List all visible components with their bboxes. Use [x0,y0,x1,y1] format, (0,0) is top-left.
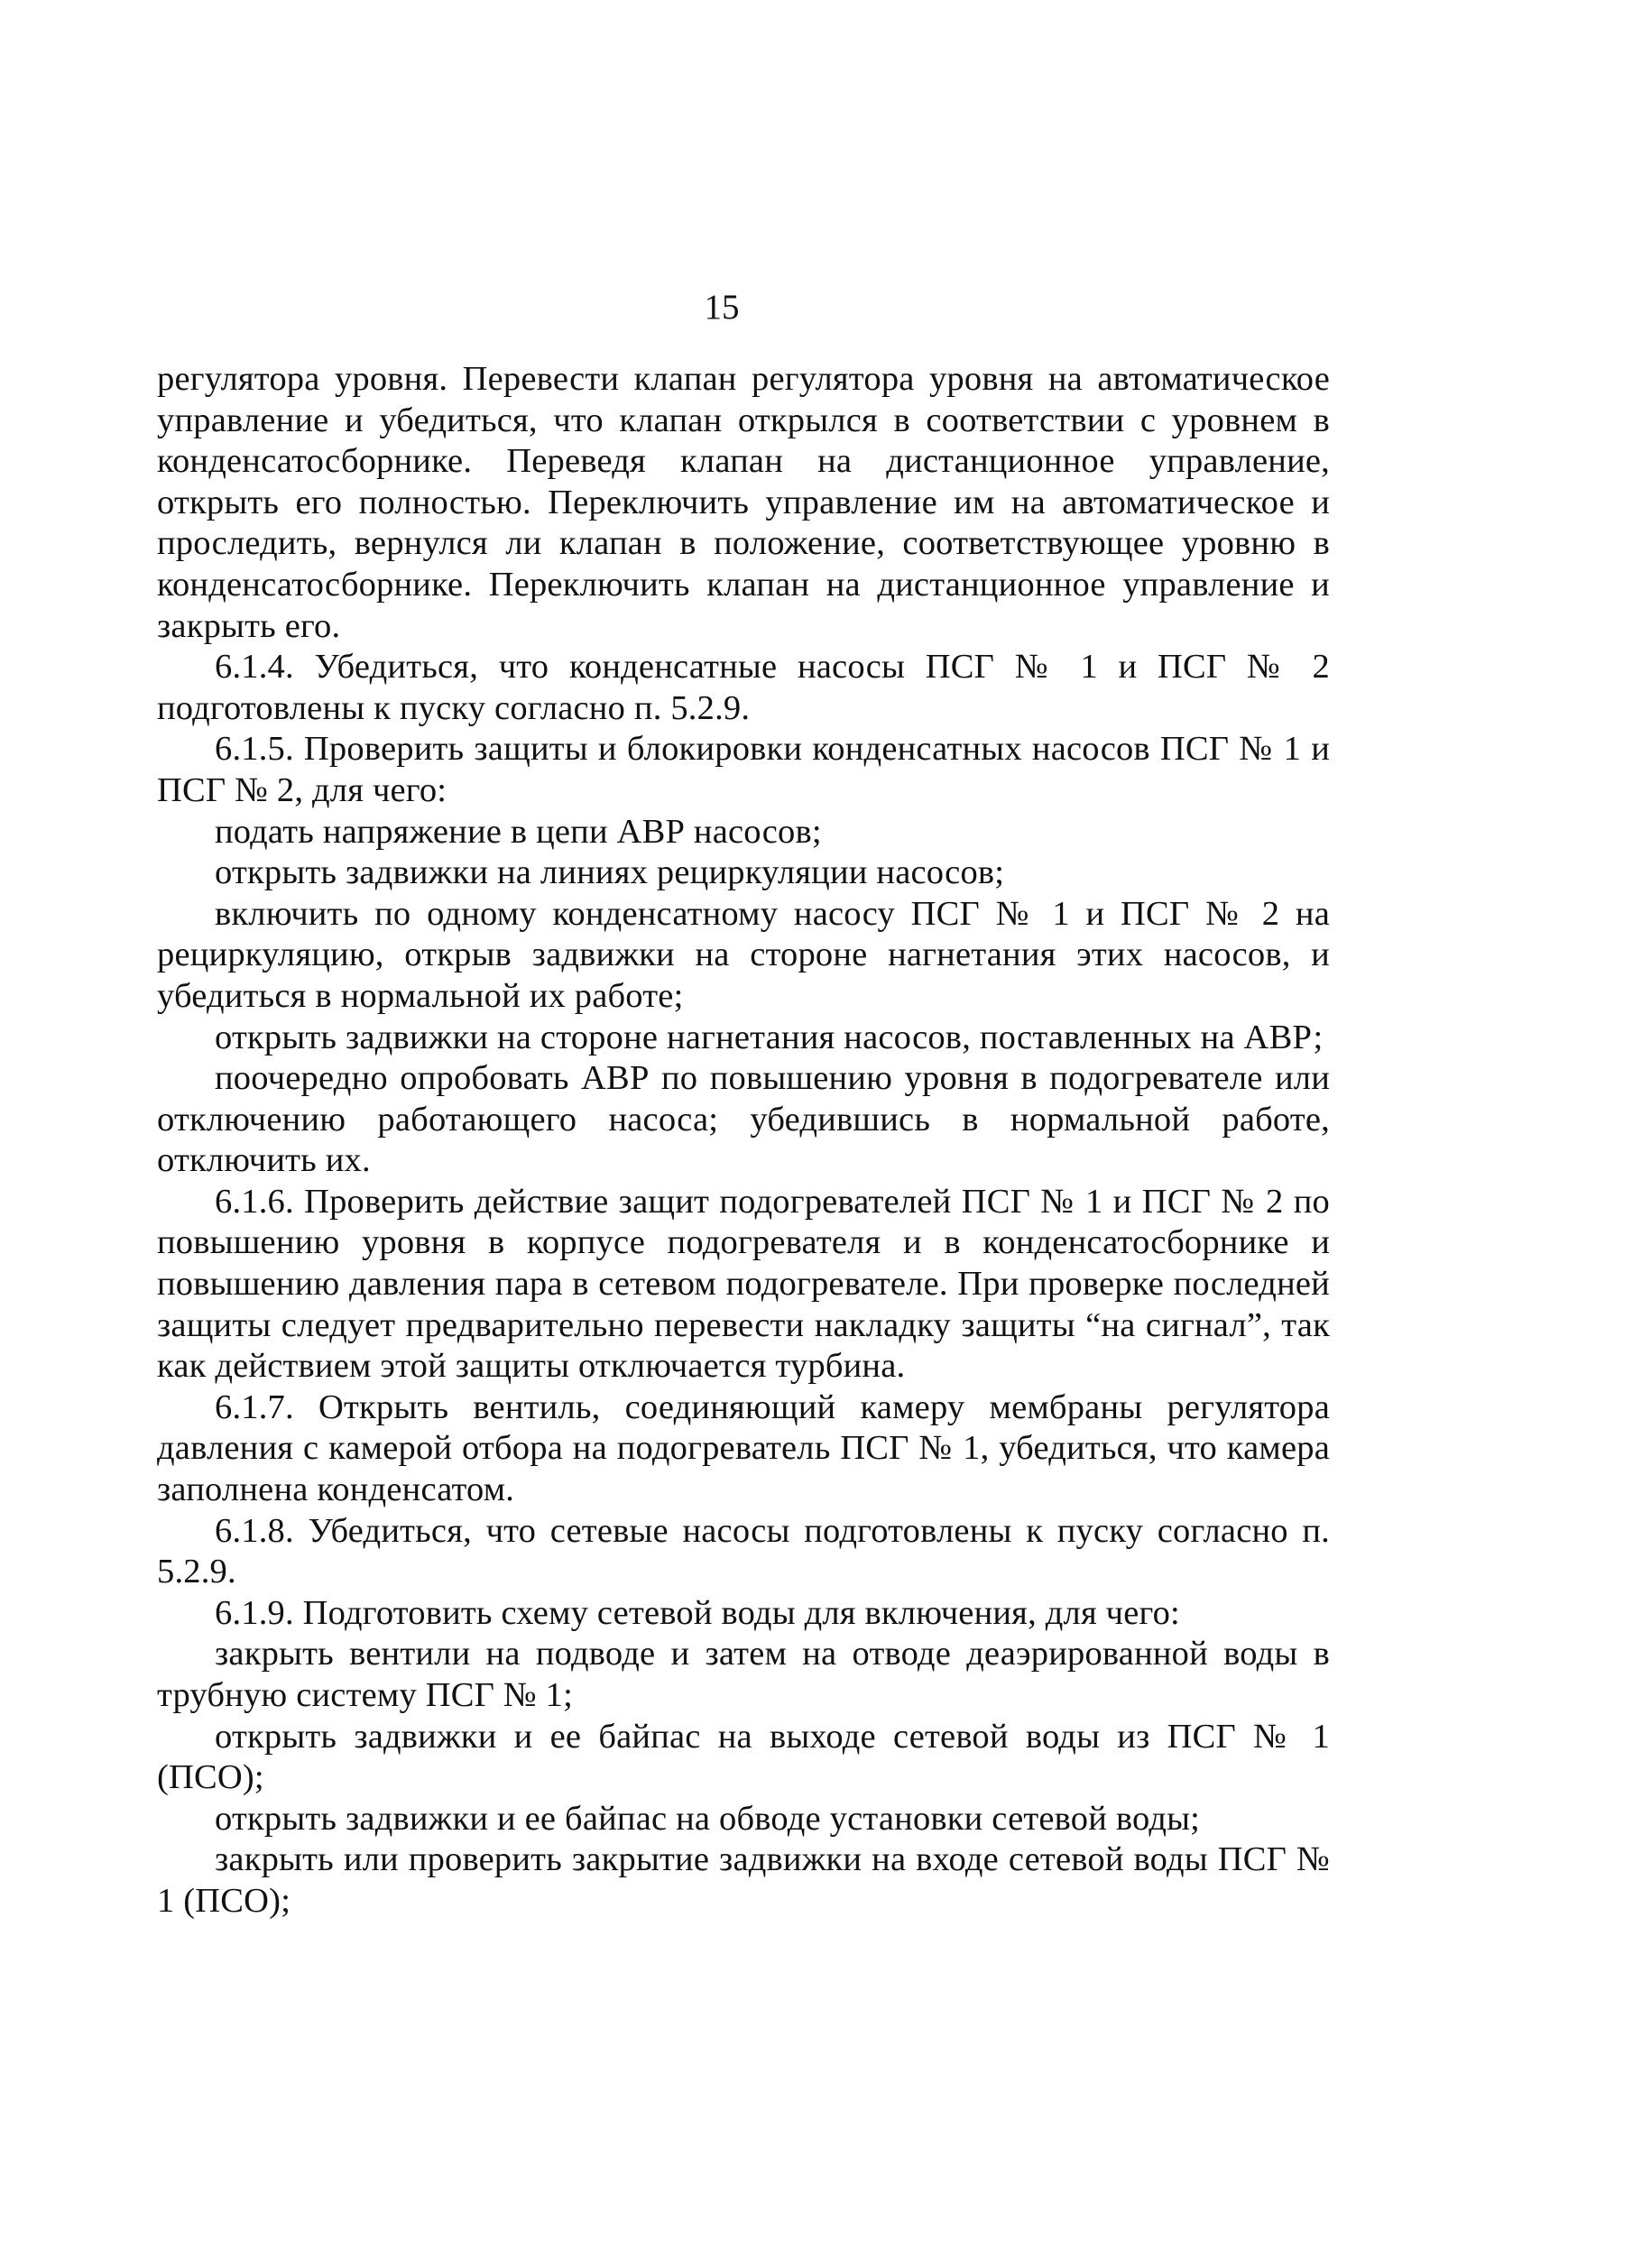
list-item: открыть задвижки на стороне нагнетания насосов, поставленных на АВР; [215,1018,1324,1056]
list-item: открыть задвижки и ее байпас на обводе установки сетевой воды; [215,1799,1201,1838]
list-item: закрыть или проверить закрытие задвижки на входе сетевой воды ПСГ № 1 (ПСО); [157,1840,1330,1920]
page-number: 15 [704,288,740,327]
paragraph-6-1-4: 6.1.4. Убедиться, что конденсатные насосы ПСГ № 1 и ПСГ № 2 подготовлены к пуску согласно п. 5.2.9. [157,648,1330,727]
paragraph-6-1-7: 6.1.7. Открыть вентиль, соединяющий камеру мембраны регулятора давления с камерой отбора на подогреватель ПСГ № 1, убедиться, что камера заполнена конденсатом. [157,1388,1330,1509]
body-text [157,359,1330,1922]
list-item: открыть задвижки на линиях рециркуляции насосов; [215,853,1005,892]
list-item: поочередно опробовать АВР по повышению уровня в подогревателе или отключению работающего насоса; убедившись в нормальной работе, отключить их. [157,1059,1330,1180]
list-item: открыть задвижки и ее байпас на выходе сетевой воды из ПСГ № 1 (ПСО); [157,1717,1330,1797]
list-item: закрыть вентили на подводе и затем на отводе деаэрированной воды в трубную систему ПСГ № 1; [157,1635,1330,1714]
paragraph-6-1-9: 6.1.9. Подготовить схему сетевой воды для включения, для чего: [215,1593,1180,1632]
list-item: включить по одному конденсатному насосу ПСГ № 1 и ПСГ № 2 на рециркуляцию, открыв задвижки на стороне нагнетания этих насосов, и убедиться в нормальной их работе; [157,894,1330,1015]
paragraph-6-1-8: 6.1.8. Убедиться, что сетевые насосы подготовлены к пуску согласно п. 5.2.9. [157,1511,1330,1591]
paragraph-6-1-6: 6.1.6. Проверить действие защит подогревателей ПСГ № 1 и ПСГ № 2 по повышению уровня в корпусе подогревателя и в конденсатосборнике и повышению давления пара в сетевом подогревателе. При проверке последней защиты следует предварительно перевести накладку защиты “на сигнал”, так как действием этой защиты отключается турбина. [157,1182,1330,1386]
list-item: подать напряжение в цепи АВР насосов; [215,812,822,851]
paragraph: регулятора уровня. Перевести клапан регулятора уровня на автоматическое управление и убедиться, что клапан открылся в соответствии с уровнем в конденсатосборнике. Переведя клапан на дистанционное управление, открыть его полностью. Переключить управление им на автоматическое и проследить, вернулся ли клапан в положение, соответствующее уровню в конденсатосборнике. Переключить клапан на дистанционное управление и закрыть его. [157,360,1330,645]
paragraph-6-1-5: 6.1.5. Проверить защиты и блокировки конденсатных насосов ПСГ № 1 и ПСГ № 2, для чего: [157,730,1330,809]
